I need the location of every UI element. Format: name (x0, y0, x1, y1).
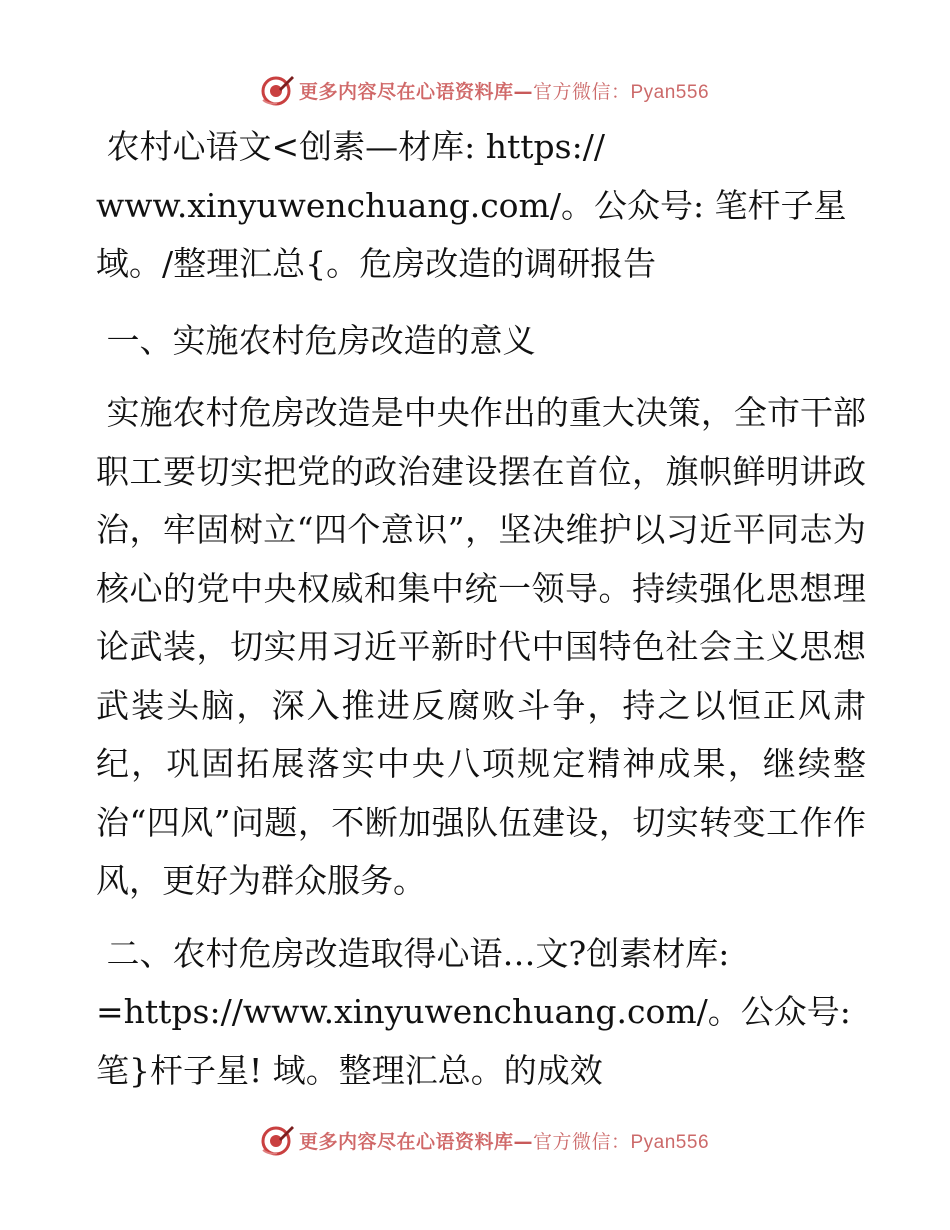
document-body (96, 118, 866, 1100)
brush-logo-icon (259, 1122, 295, 1158)
intro-paragraph: 农村心语文<创素—材库: https:// www.xinyuwenchuang.com/。公众号: 笔杆子星 域。/整理汇总{。危房改造的调研报告 (96, 127, 847, 283)
header-banner-text: 更多内容尽在心语资料库 (298, 80, 514, 103)
footer-banner-wechat: 官方微信：Pyan556 (533, 1131, 710, 1153)
section-heading-1: 一、实施农村危房改造的意义 (96, 320, 536, 360)
body-paragraph-1: 实施农村危房改造是中央作出的重大决策，全市干部职工要切实把党的政治建设摆在首位，旗帜鲜明讲政治，牢固树立“四个意识”，坚决维护以习近平同志为核心的党中央权威和集中统一领导。持续强化思想理论武装，切实用习近平新时代中国特色社会主义思想武装头脑，深入推进反腐败斗争，持之以恒正风肃纪，巩固拓展落实中央八项规定精神成果，继续整治“四风”问题，不断加强队伍建设，切实转变工作作风，更好为群众服务。 (96, 393, 866, 900)
footer-watermark-banner (0, 1120, 950, 1160)
footer-banner-text: 更多内容尽在心语资料库 (298, 1130, 514, 1153)
section-heading-2: 二、农村危房改造取得心语…文?创素材库: =https://www.xinyuwenchuang.com/。公众号: 笔}杆子星! 域。整理汇总。的成效 (96, 933, 851, 1090)
header-banner-separator: — (513, 80, 533, 103)
footer-banner-separator: — (513, 1130, 533, 1153)
header-banner-wechat: 官方微信：Pyan556 (533, 81, 710, 103)
header-watermark-banner (0, 70, 950, 110)
brush-logo-icon (259, 72, 295, 108)
